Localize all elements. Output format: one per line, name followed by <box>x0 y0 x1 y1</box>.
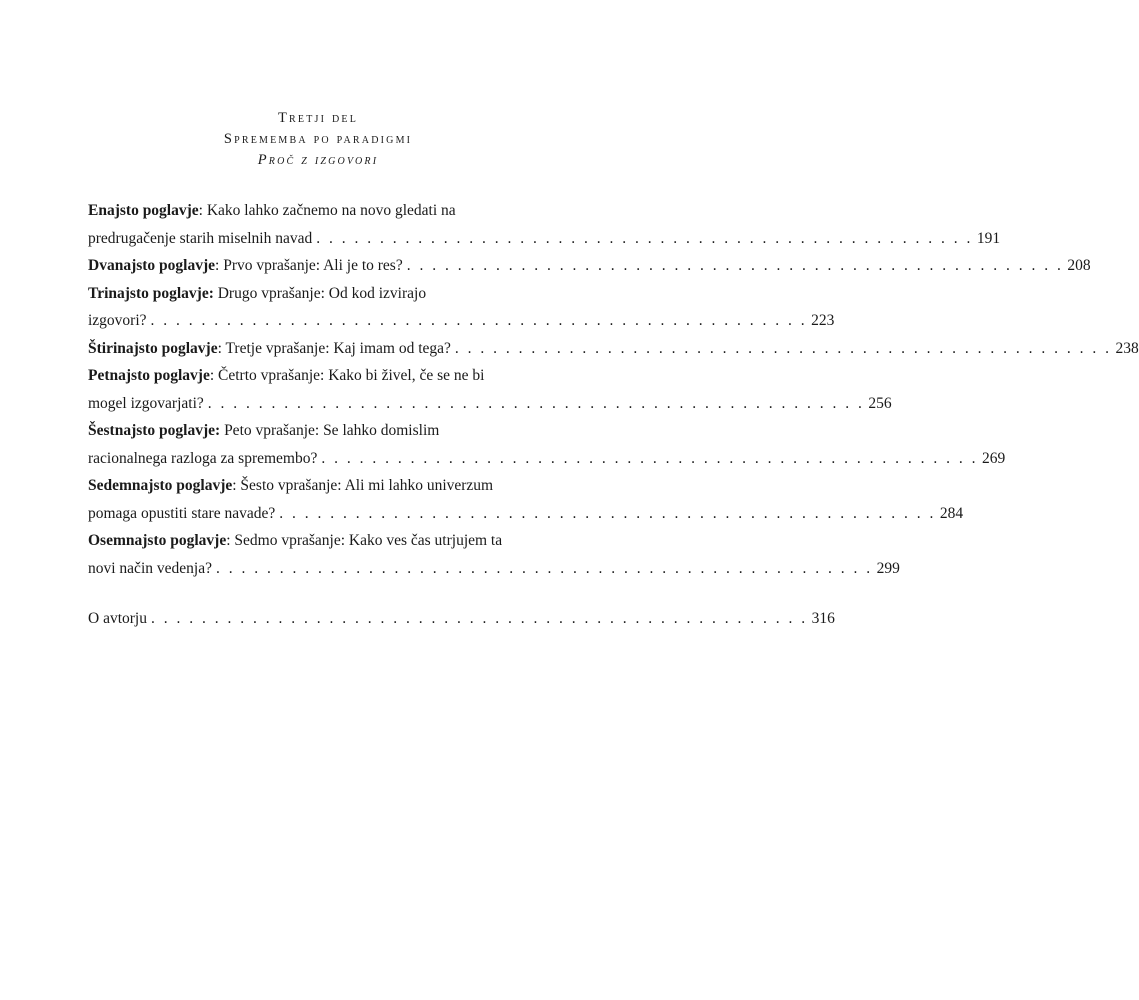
dot-leader: . . . . . . . . . . . . . . . . . . . . . . . . . . . . . . . . . . . . . . . . . . . . . . . . . . . . <box>207 394 865 412</box>
toc-entry[interactable] <box>88 252 1091 280</box>
chapter-title: Sedemnajsto poglavje <box>88 477 233 494</box>
chapter-separator: : <box>198 202 203 219</box>
toc-line <box>88 252 1091 280</box>
toc-entry[interactable] <box>88 280 835 335</box>
toc-entry[interactable] <box>88 197 1001 252</box>
part-title: Tretji del <box>277 110 359 126</box>
chapter-title: Dvanajsto poglavje <box>88 257 216 274</box>
chapter-description: Tretje vprašanje: Kaj imam od tega? <box>221 339 451 357</box>
page-number: 284 <box>939 504 964 522</box>
chapter-description-continued: racionalnega razloga za spremembo? <box>88 449 318 467</box>
chapter-title: Šestnajsto poglavje: <box>88 422 221 439</box>
toc-line <box>88 335 1139 363</box>
page-number: 208 <box>1067 257 1091 274</box>
chapter-title: Enajsto poglavje <box>88 202 199 219</box>
dot-leader: . . . . . . . . . . . . . . . . . . . . . . . . . . . . . . . . . . . . . . . . . . . . . . . . . . . . <box>215 559 873 577</box>
toc-line <box>88 445 1006 473</box>
toc-line <box>88 500 964 528</box>
chapter-description: Šesto vprašanje: Ali mi lahko univerzum <box>236 477 494 494</box>
toc-line <box>88 362 518 390</box>
chapter-description-continued: izgovori? <box>88 312 147 329</box>
about-label: O avtorju <box>88 610 147 627</box>
toc-entry[interactable] <box>88 527 900 582</box>
toc-line <box>88 307 835 335</box>
chapter-description-continued: pomaga opustiti stare navade? <box>88 504 276 522</box>
dot-leader: . . . . . . . . . . . . . . . . . . . . . . . . . . . . . . . . . . . . . . . . . . . . . . . . . . . . <box>279 504 936 522</box>
chapter-description: Četrto vprašanje: Kako bi živel, če se ne bi <box>214 367 485 384</box>
chapter-description: Drugo vprašanje: Od kod izvirajo <box>213 284 427 302</box>
chapter-title: Trinajsto poglavje: <box>88 284 214 302</box>
toc-entry-about-author[interactable] <box>88 605 835 633</box>
table-of-contents <box>88 197 1139 582</box>
toc-entry[interactable] <box>88 417 1006 472</box>
page-number: 299 <box>876 559 900 577</box>
page-number: 316 <box>811 610 835 627</box>
chapter-description: Peto vprašanje: Se lahko domislim <box>220 422 440 439</box>
part-header <box>0 108 636 171</box>
toc-line <box>88 225 1001 253</box>
toc-line <box>88 472 518 500</box>
toc-line <box>88 197 518 225</box>
dot-leader: . . . . . . . . . . . . . . . . . . . . . . . . . . . . . . . . . . . . . . . . . . . . . . . . . . . . <box>150 610 808 627</box>
chapter-title: Osemnajsto poglavje <box>88 532 227 549</box>
toc-line <box>88 390 892 418</box>
toc-line <box>88 527 518 555</box>
toc-line <box>88 555 900 583</box>
chapter-description: Prvo vprašanje: Ali je to res? <box>219 257 403 274</box>
page-number: 238 <box>1115 339 1139 357</box>
toc-line <box>88 605 835 633</box>
page-number: 191 <box>976 229 1001 247</box>
dot-leader: . . . . . . . . . . . . . . . . . . . . . . . . . . . . . . . . . . . . . . . . . . . . . . . . . . . . <box>150 312 808 329</box>
chapter-title: Petnajsto poglavje <box>88 367 210 384</box>
part-subtitle: Sprememba po paradigmi <box>223 131 413 147</box>
dot-leader: . . . . . . . . . . . . . . . . . . . . . . . . . . . . . . . . . . . . . . . . . . . . . . . . . . . . <box>454 339 1112 357</box>
toc-entry[interactable] <box>88 472 964 527</box>
chapter-separator: : <box>232 477 237 494</box>
toc-line <box>88 280 518 308</box>
chapter-description: Sedmo vprašanje: Kako ves čas utrjujem ta <box>230 532 503 549</box>
chapter-description: Kako lahko začnemo na novo gledati na <box>202 202 456 219</box>
chapter-description-continued: predrugačenje starih miselnih navad <box>88 229 313 247</box>
dot-leader: . . . . . . . . . . . . . . . . . . . . . . . . . . . . . . . . . . . . . . . . . . . . . . . . . . . . <box>406 257 1064 274</box>
chapter-separator: : <box>226 532 231 549</box>
toc-entry[interactable] <box>88 362 892 417</box>
chapter-separator: : <box>217 339 222 357</box>
toc-line <box>88 417 518 445</box>
chapter-separator: : <box>215 257 220 274</box>
page-number: 223 <box>811 312 835 329</box>
page-number: 269 <box>981 449 1006 467</box>
chapter-title: Štirinajsto poglavje <box>88 339 218 357</box>
chapter-description-continued: mogel izgovarjati? <box>88 394 204 412</box>
dot-leader: . . . . . . . . . . . . . . . . . . . . . . . . . . . . . . . . . . . . . . . . . . . . . . . . . . . . <box>316 229 973 247</box>
chapter-separator: : <box>209 367 215 384</box>
part-tagline: Proč z izgovori <box>257 152 379 168</box>
dot-leader: . . . . . . . . . . . . . . . . . . . . . . . . . . . . . . . . . . . . . . . . . . . . . . . . . . . . <box>321 449 978 467</box>
toc-entry[interactable] <box>88 335 1139 363</box>
page-number: 256 <box>868 394 892 412</box>
chapter-description-continued: novi način vedenja? <box>88 559 212 577</box>
